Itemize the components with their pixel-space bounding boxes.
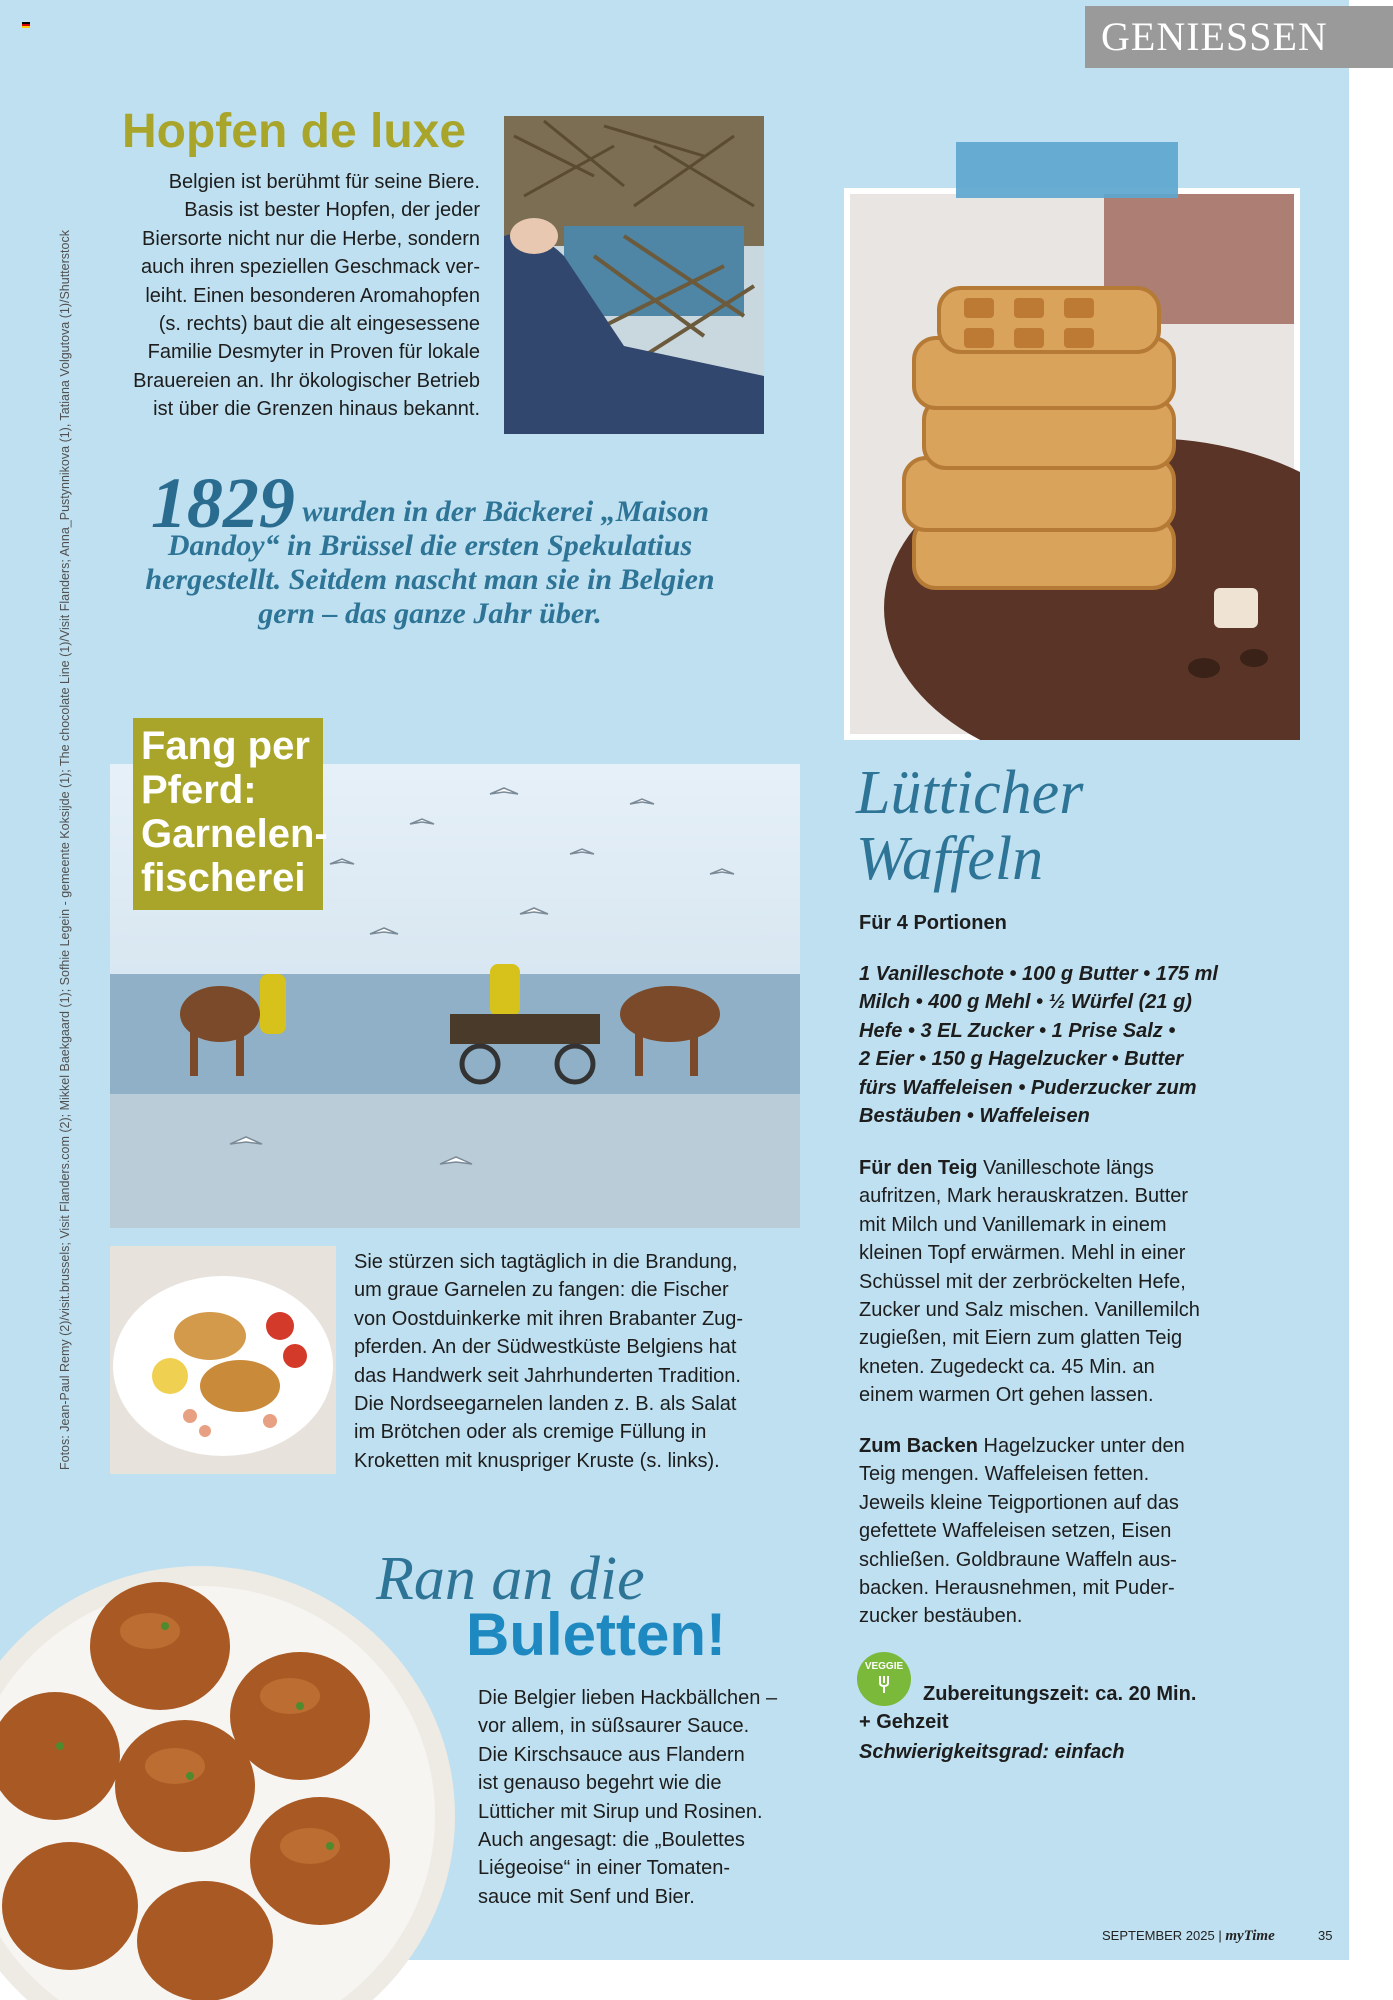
text-line: ist genauso begehrt wie die — [478, 1772, 722, 1795]
hopfen-text — [90, 168, 480, 424]
text-line: Bestäuben • Waffeleisen — [859, 1105, 1090, 1128]
prep-time — [859, 1680, 1259, 1737]
heading-line: Pferd: — [141, 768, 257, 812]
text-line: im Brötchen oder als cremige Füllung in — [354, 1421, 707, 1444]
text-line: Die Nordseegarnelen landen z. B. als Salat — [354, 1393, 737, 1416]
quote-line: gern – das ganze Jahr über. — [258, 597, 602, 630]
text-line: leiht. Einen besonderen Aromahopfen — [145, 284, 480, 307]
buletten-heading-1: Ran an die — [376, 1545, 645, 1613]
tape-strip — [956, 142, 1178, 198]
text-line: 2 Eier • 150 g Hagelzucker • Butter — [859, 1048, 1184, 1071]
veggie-label: VEGGIE — [864, 1661, 904, 1672]
text-line: sauce mit Senf und Bier. — [478, 1885, 695, 1908]
text-line: Brauereien an. Ihr ökologischer Betrieb — [133, 369, 480, 392]
text-line: Teig mengen. Waffeleisen fetten. — [859, 1463, 1150, 1486]
text-line: vor allem, in süßsaurer Sauce. — [478, 1715, 750, 1738]
text-line: Hefe • 3 EL Zucker • 1 Prise Salz • — [859, 1019, 1176, 1042]
text-line: 1 Vanilleschote • 100 g Butter • 175 ml — [859, 963, 1218, 985]
text-line: pferden. An der Südwestküste Belgiens hat — [354, 1336, 737, 1359]
flag-icon — [22, 22, 30, 30]
text-line: zugießen, mit Eiern zum glatten Teig — [859, 1327, 1183, 1350]
recipe-step-dough — [859, 1154, 1259, 1410]
croquettes-photo — [110, 1246, 336, 1474]
text-line: Belgien ist berühmt für seine Biere. — [168, 171, 480, 193]
fang-text — [354, 1248, 800, 1475]
text-line: um graue Garnelen zu fangen: die Fischer — [354, 1279, 729, 1302]
text-line: Die Belgier lieben Hackbällchen – — [478, 1687, 778, 1709]
text-line: Lütticher mit Sirup und Rosinen. — [478, 1800, 763, 1823]
text-line: + Gehzeit — [859, 1711, 949, 1734]
hops-photo — [504, 116, 764, 434]
heading-line: Fang per — [141, 724, 310, 768]
text-line: gefettete Waffeleisen setzen, Eisen — [859, 1520, 1172, 1543]
text-line: (s. rechts) baut die alt eingesessene — [158, 313, 480, 336]
fact-quote — [110, 463, 750, 631]
text-line: Sie stürzen sich tagtäglich in die Brandung, — [354, 1251, 738, 1273]
photo-credits: Fotos: Jean-Paul Remy (2)/visit.brussels; Visit Flanders.com (2); Mikkel Baekgaard (1); Sofhie Legein - gemeente Koksijde (1); The chocolate Line (1)/Visit Flanders; Anna_Pustynnikova (1), Tatiana Volgutova (1)/Shutterstock — [58, 230, 72, 1470]
buletten-heading-2: Buletten! — [466, 1601, 726, 1668]
text-line: einem warmen Ort gehen lassen. — [859, 1384, 1154, 1407]
text-line: auch ihren speziellen Geschmack ver- — [140, 256, 480, 279]
hopfen-heading: Hopfen de luxe — [122, 105, 467, 158]
text-line: Jeweils kleine Teigportionen auf das — [859, 1491, 1179, 1514]
text-line: schließen. Goldbraune Waffeln aus- — [859, 1548, 1177, 1571]
text-line: ist über die Grenzen hinaus bekannt. — [153, 398, 480, 421]
text-line: Biersorte nicht nur die Herbe, sondern — [142, 227, 480, 250]
recipe-ingredients — [859, 960, 1259, 1130]
recipe-title-1: Lütticher — [856, 759, 1084, 827]
text-line: Kroketten mit knuspriger Kruste (s. links). — [354, 1449, 720, 1472]
quote-line: hergestellt. Seitdem nascht man sie in Belgien — [145, 563, 715, 596]
text-line: Vanilleschote längs — [977, 1157, 1154, 1179]
text-line: Basis ist bester Hopfen, der jeder — [184, 199, 480, 222]
text-line: Die Kirschsauce aus Flandern — [478, 1743, 745, 1766]
quote-year: 1829 — [150, 463, 295, 543]
text-line: Zucker und Salz mischen. Vanillemilch — [859, 1299, 1200, 1322]
text-line: kneten. Zugedeckt ca. 45 Min. an — [859, 1355, 1155, 1378]
difficulty: Schwierigkeitsgrad: einfach — [859, 1741, 1125, 1763]
quote-line: Dandoy“ in Brüssel die ersten Spekulatius — [167, 529, 693, 562]
recipe-servings: Für 4 Portionen — [859, 912, 1007, 934]
section-tab: GENIESSEN — [1085, 6, 1393, 68]
text-line: backen. Herausnehmen, mit Puder- — [859, 1577, 1175, 1600]
step-label: Für den Teig — [859, 1157, 978, 1179]
text-line: zucker bestäuben. — [859, 1605, 1023, 1628]
buletten-text — [478, 1684, 808, 1911]
text-line: von Oostduinkerke mit ihren Brabanter Zug- — [354, 1307, 744, 1330]
recipe-step-baking — [859, 1432, 1259, 1631]
issue-date: SEPTEMBER 2025 | — [1102, 1928, 1226, 1943]
brand-logo: myTime — [1225, 1928, 1275, 1944]
heading-line: Garnelen- — [141, 812, 328, 856]
text-line: kleinen Topf erwärmen. Mehl in einer — [859, 1242, 1186, 1265]
fang-heading-box — [133, 718, 328, 910]
page-number: 35 — [1318, 1928, 1333, 1943]
text-line: fürs Waffeleisen • Puderzucker zum — [859, 1076, 1197, 1099]
footer-issue — [1102, 1928, 1275, 1945]
text-line: Hagelzucker unter den — [977, 1435, 1185, 1457]
step-label: Zum Backen — [859, 1435, 978, 1457]
text-line: Familie Desmyter in Proven für lokale — [147, 341, 480, 364]
recipe-title-2: Waffeln — [856, 825, 1044, 893]
waffle-photo — [844, 188, 1300, 740]
text-line: Liégeoise“ in einer Tomaten- — [478, 1857, 731, 1880]
text-line: Schüssel mit der zerbröckelten Hefe, — [859, 1270, 1186, 1293]
text-line: das Handwerk seit Jahrhunderten Tradition. — [354, 1364, 741, 1387]
text-line: Auch angesagt: die „Boulettes — [478, 1829, 745, 1852]
text-line: Milch • 400 g Mehl • ½ Würfel (21 g) — [859, 991, 1192, 1014]
text-line: Zubereitungszeit: ca. 20 Min. — [923, 1683, 1197, 1705]
heading-line: fischerei — [141, 856, 306, 900]
text-line: aufritzen, Mark herauskratzen. Butter — [859, 1185, 1189, 1208]
text-line: mit Milch und Vanillemark in einem — [859, 1213, 1167, 1236]
quote-line: wurden in der Bäckerei „Maison — [294, 495, 710, 528]
